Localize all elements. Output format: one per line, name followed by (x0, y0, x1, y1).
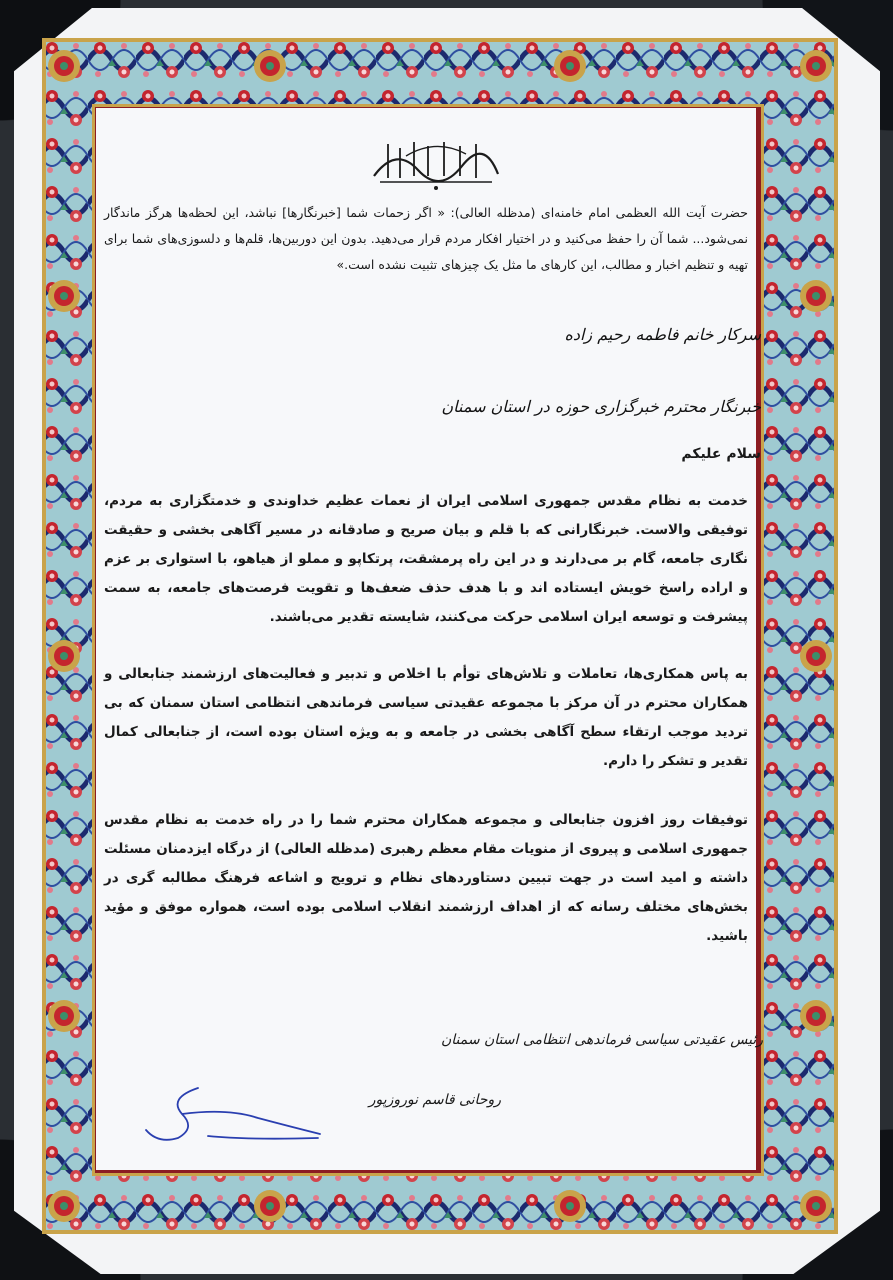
border-medallion (554, 1190, 586, 1222)
signer-name: روحانی قاسم نوروزپور (368, 1092, 501, 1108)
greeting: سلام علیکم (681, 446, 761, 462)
border-medallion (48, 1190, 80, 1222)
border-medallion (254, 1190, 286, 1222)
border-medallion (554, 50, 586, 82)
body-paragraph-1: خدمت به نظام مقدس جمهوری اسلامی ایران از نعمات عظیم خداوندی و خدمتگزاری به مردم، توفیقی والاست. خبرنگارانی که با قلم و بیان صریح و صادقانه در مسیر آگاهی بخشی و حقیقت نگاری جامعه، گام بر می‌دارند و در این راه پرمشقت، پرتکاپو و مملو از هیاهو، با استواری بر عزم و اراده راسخ خویش ایستاده اند و با هدف حذف ضعف‌ها و تقویت فرصت‌های جامعه، به سمت پیشرفت و توسعه ایران اسلامی حرکت می‌کنند، شایسته تقدیر می‌باشند. (104, 493, 748, 625)
border-medallion (48, 640, 80, 672)
body-paragraph-3: توفیقات روز افزون جنابعالی و مجموعه همکاران محترم شما را در راه خدمت به نظام مقدس جمهوری اسلامی و پیروی از منویات مقام معظم رهبری (مدظله العالی) از درگاه ایزدمنان مسئلت داشته و امید است در جهت تبیین دستاوردهای نظام و ترویج و اشاعه فرهنگ مطالبه گری در بخش‌های مختلف رسانه که از اهداف ارزشمند انقلاب اسلامی بوده است، همواره موفق و مؤید باشید. (104, 812, 748, 944)
signer-title: رئیس عقیدتی سیاسی فرماندهی انتظامی استان سمنان (440, 1032, 763, 1048)
border-medallion (254, 50, 286, 82)
border-medallion (800, 50, 832, 82)
border-medallion (800, 280, 832, 312)
border-medallion (48, 50, 80, 82)
border-medallion (48, 1000, 80, 1032)
body-paragraph-2: به پاس همکاری‌ها، تعاملات و تلاش‌های توأم با اخلاص و تدبیر و فعالیت‌های ارزشمند جنابعالی و همکاران محترم در آن مرکز با مجموعه عقیدتی سیاسی فرماندهی انتظامی استان سمنان که بی تردید موجب ارتقاء سطح آگاهی بخشی در جامعه و به ویژه استان بوده است، از جنابعالی کمال تقدیر و تشکر را دارم. (104, 666, 748, 769)
handwritten-signature (138, 1078, 328, 1148)
border-medallion (800, 1000, 832, 1032)
leader-quote: حضرت آیت الله العظمی امام خامنه‌ای (مدظله العالی): « اگر زحمات شما [خبرنگارها] نباشد، این لحظه‌ها هرگز ماندگار نمی‌شود... شما آن را حفظ می‌کنید و در اختیار افکار مردم قرار می‌دهید. بدون این دوربین‌ها، قلم‌ها و دلسوزی‌های شما برای تهیه و تنظیم اخبار و مطالب، این کارهای ما مثل یک چیزهای تثبیت نشده است.» (104, 205, 748, 272)
border-medallion (800, 640, 832, 672)
border-medallion (800, 1190, 832, 1222)
recipient-name: سرکار خانم فاطمه رحیم زاده (564, 325, 761, 344)
recipient-position: خبرنگار محترم خبرگزاری حوزه در استان سمنان (441, 397, 761, 416)
border-medallion (48, 280, 80, 312)
bismillah-calligraphy (366, 136, 506, 194)
